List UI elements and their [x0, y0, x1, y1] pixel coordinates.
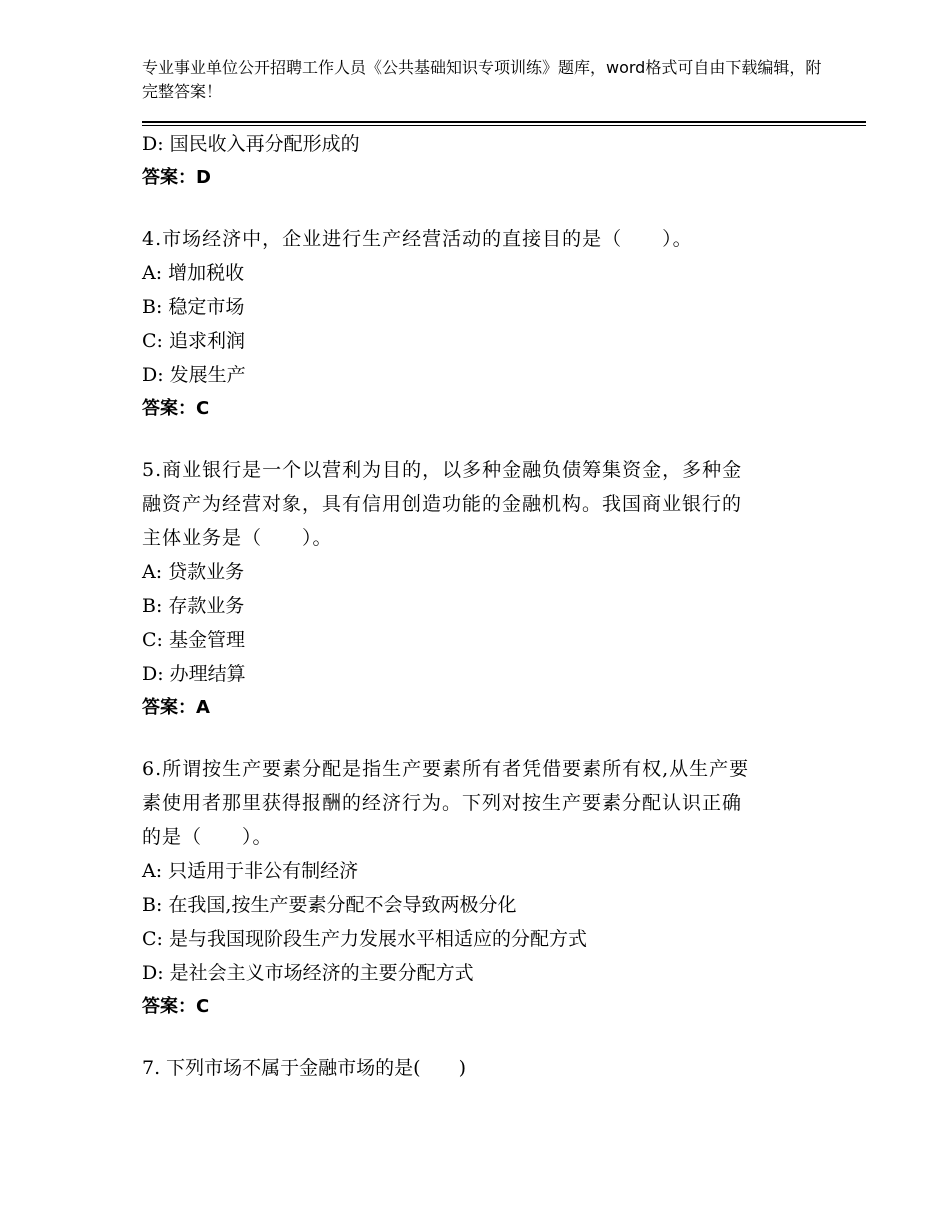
answer-line: 答案：C: [142, 996, 210, 1017]
option-a: A: 贷款业务: [142, 561, 245, 583]
option-a: A: 增加税收: [142, 262, 245, 284]
question-6: [142, 752, 812, 1024]
question-7: [142, 1051, 812, 1085]
question-stem-line-3: 的是（ ）。: [142, 826, 273, 848]
option-d: D: 是社会主义市场经济的主要分配方式: [142, 962, 474, 984]
answer-line: 答案：D: [142, 167, 211, 188]
question-3-tail: [142, 127, 812, 195]
document-body: [142, 127, 812, 1085]
question-stem: 4.市场经济中，企业进行生产经营活动的直接目的是（ ）。: [142, 228, 693, 250]
option-c: C: 是与我国现阶段生产力发展水平相适应的分配方式: [142, 928, 587, 950]
option-d: D: 办理结算: [142, 663, 246, 685]
question-stem: 7. 下列市场不属于金融市场的是( ): [142, 1057, 466, 1079]
question-stem-line-1: 6.所谓按生产要素分配是指生产要素所有者凭借要素所有权,从生产要: [142, 758, 750, 780]
header-rule-thick: [142, 121, 866, 123]
option-d: D: 发展生产: [142, 364, 246, 386]
option-a: A: 只适用于非公有制经济: [142, 860, 359, 882]
question-4: [142, 222, 812, 426]
option-b: B: 稳定市场: [142, 296, 245, 318]
option-c: C: 基金管理: [142, 629, 245, 651]
option-d: D: 国民收入再分配形成的: [142, 133, 360, 155]
option-b: B: 在我国,按生产要素分配不会导致两极分化: [142, 894, 517, 916]
option-c: C: 追求利润: [142, 330, 245, 352]
document-header: 专业事业单位公开招聘工作人员《公共基础知识专项训练》题库，word格式可自由下载编辑，附完整答案！: [142, 58, 822, 101]
question-5: [142, 453, 812, 725]
question-stem-line-1: 5.商业银行是一个以营利为目的，以多种金融负债筹集资金，多种金: [142, 459, 743, 481]
answer-line: 答案：C: [142, 398, 210, 419]
question-stem-line-2: 融资产为经营对象，具有信用创造功能的金融机构。我国商业银行的: [142, 493, 743, 515]
question-stem-line-2: 素使用者那里获得报酬的经济行为。下列对按生产要素分配认识正确: [142, 792, 743, 814]
question-stem-line-3: 主体业务是（ ）。: [142, 527, 333, 549]
header-rule-thin: [142, 125, 866, 126]
option-b: B: 存款业务: [142, 595, 245, 617]
answer-line: 答案：A: [142, 697, 210, 718]
